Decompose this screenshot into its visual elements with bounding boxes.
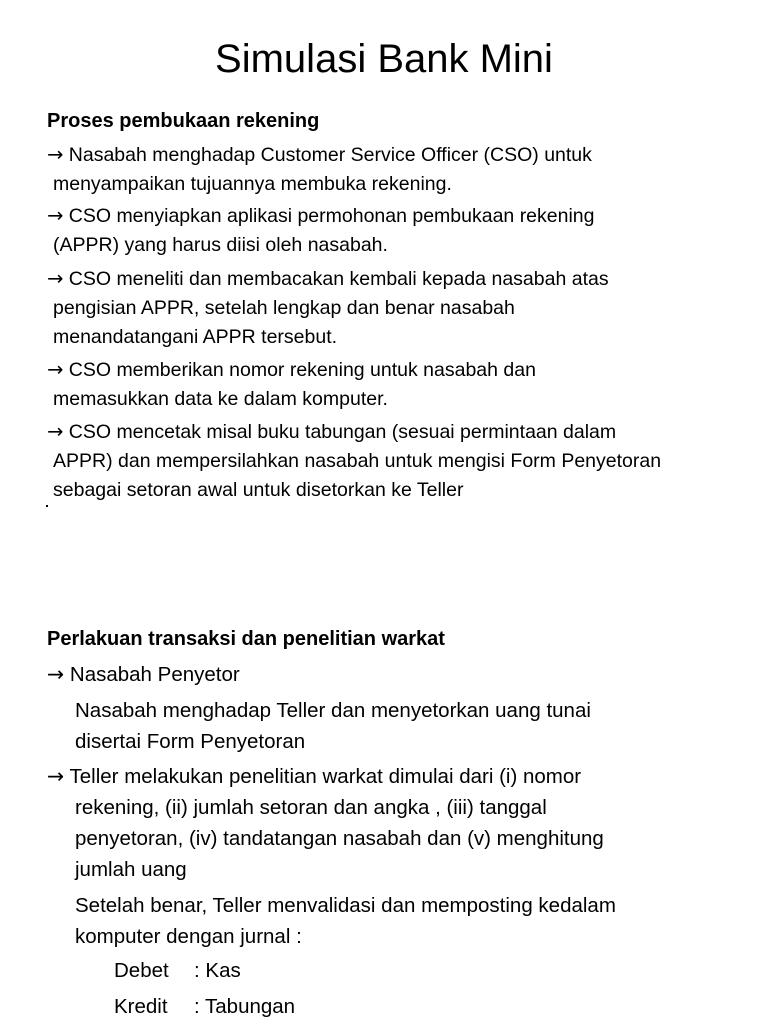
arrow-right-icon: →	[47, 204, 64, 227]
list-item-text: CSO memberikan nomor rekening untuk nasabah dan	[68, 359, 536, 381]
list-item	[47, 761, 604, 885]
arrow-right-icon: →	[47, 420, 64, 443]
list-item-text: Nasabah Penyetor	[69, 663, 240, 686]
arrow-right-icon: →	[47, 358, 64, 381]
list-item	[47, 355, 536, 414]
journal-value: : Tabungan	[194, 995, 296, 1018]
list-item-text: pengisian APPR, setelah lengkap dan benar nasabah	[53, 297, 515, 319]
list-item-text: menyampaikan tujuannya membuka rekening.	[53, 173, 452, 195]
list-item	[47, 264, 609, 352]
list-item-text: (APPR) yang harus diisi oleh nasabah.	[53, 234, 388, 256]
journal-entry-debit	[114, 955, 241, 986]
list-item-text: disertai Form Penyetoran	[75, 730, 306, 753]
page-title: Simulasi Bank Mini	[215, 37, 553, 81]
stray-dot	[46, 505, 48, 507]
list-item	[47, 140, 592, 199]
journal-label: Debet	[114, 959, 169, 982]
list-item-text: jumlah uang	[75, 858, 187, 881]
list-item-description	[75, 695, 591, 757]
section-heading-transaction: Perlakuan transaksi dan penelitian warkat	[47, 628, 445, 650]
list-item-text: Teller melakukan penelitian warkat dimulai dari (i) nomor	[69, 765, 582, 788]
list-item-text: rekening, (ii) jumlah setoran dan angka , (iii) tanggal	[75, 796, 547, 819]
journal-entry-credit	[114, 991, 295, 1022]
list-item-text: komputer dengan jurnal :	[75, 925, 302, 948]
list-item-text: sebagai setoran awal untuk disetorkan ke Teller	[53, 479, 464, 501]
section-heading-account-opening: Proses pembukaan rekening	[47, 110, 320, 132]
list-item-description	[75, 890, 616, 952]
list-item-text: APPR) dan mempersilahkan nasabah untuk mengisi Form Penyetoran	[53, 450, 662, 472]
list-item-text: CSO meneliti dan membacakan kembali kepada nasabah atas	[68, 268, 609, 290]
arrow-right-icon: →	[47, 143, 64, 166]
list-item-text: Nasabah menghadap Customer Service Officer (CSO) untuk	[68, 144, 592, 166]
arrow-right-icon: →	[47, 267, 64, 290]
arrow-right-icon: →	[47, 662, 65, 686]
list-item-text: Setelah benar, Teller menvalidasi dan memposting kedalam	[75, 894, 616, 917]
list-item	[47, 201, 595, 260]
journal-value: : Kas	[194, 959, 241, 982]
list-item-text: menandatangani APPR tersebut.	[53, 326, 338, 348]
list-item-text: CSO menyiapkan aplikasi permohonan pembukaan rekening	[68, 205, 595, 227]
list-item-text: memasukkan data ke dalam komputer.	[53, 388, 388, 410]
list-item	[47, 417, 661, 505]
list-item-text: CSO mencetak misal buku tabungan (sesuai permintaan dalam	[68, 421, 617, 443]
list-item	[47, 659, 240, 690]
journal-label: Kredit	[114, 995, 168, 1018]
arrow-right-icon: →	[47, 764, 65, 788]
list-item-text: penyetoran, (iv) tandatangan nasabah dan (v) menghitung	[75, 827, 604, 850]
list-item-text: Nasabah menghadap Teller dan menyetorkan uang tunai	[75, 699, 591, 722]
